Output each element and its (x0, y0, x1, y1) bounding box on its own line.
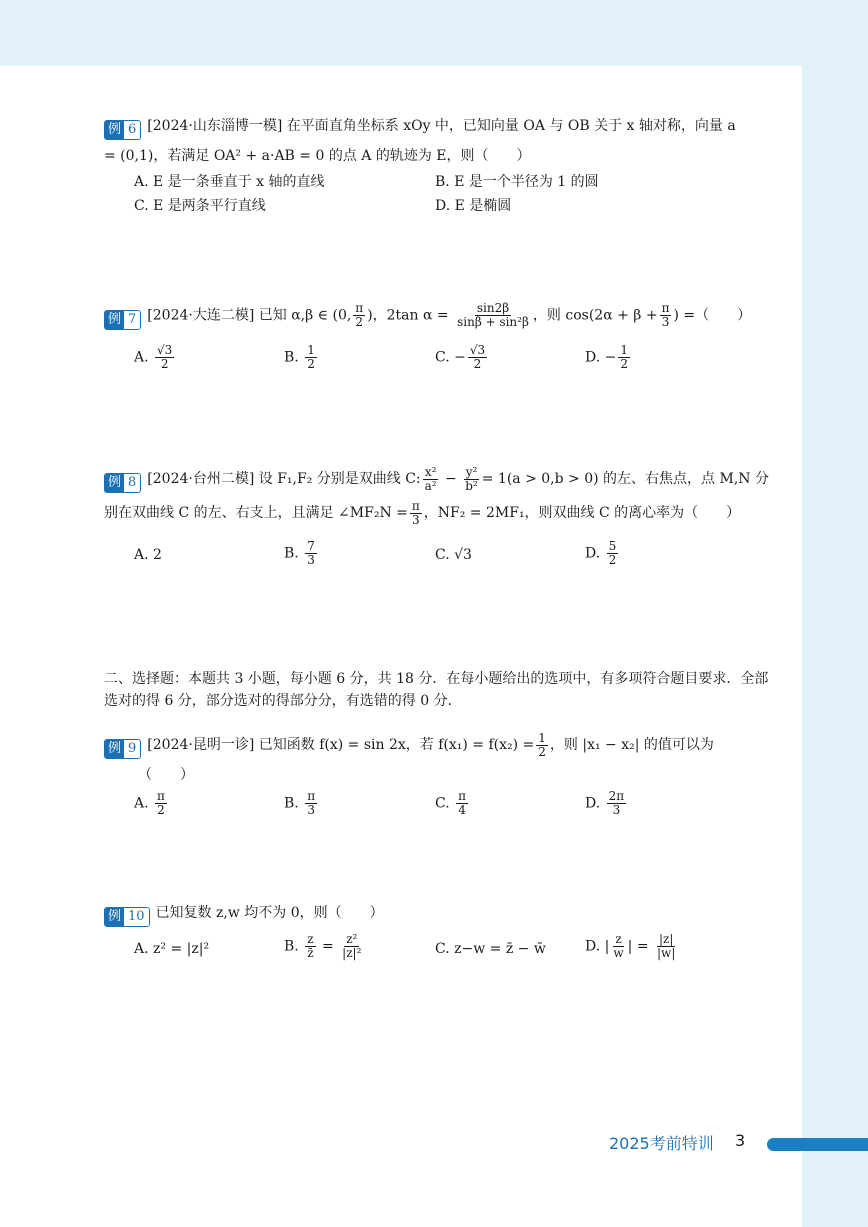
opt-frac-1 (611, 933, 625, 960)
opt-label: C. (435, 349, 450, 366)
frac-den: 2 (473, 357, 482, 371)
q6-option-d[interactable]: D. E 是椭圆 (435, 198, 512, 214)
q10-option-b[interactable] (284, 933, 365, 960)
frac-den: 2 (538, 744, 546, 759)
opt-frac-2 (655, 933, 677, 960)
frac-den: 3 (612, 803, 621, 817)
opt-label: D. (585, 938, 601, 955)
tag-number: 7 (124, 311, 140, 329)
frac-den: 2 (355, 315, 364, 329)
footer-title: 2025考前特训 (609, 1134, 714, 1153)
frac-den: 2 (608, 553, 617, 567)
frac-num: x² (424, 464, 437, 479)
tag-number: 6 (124, 121, 140, 139)
q8-frac-y (463, 466, 480, 493)
frac-num: π (355, 301, 364, 315)
frac-num: 1 (307, 343, 315, 357)
frac-num: |z| (658, 932, 674, 946)
frac-den: 3 (307, 803, 315, 817)
frac-den: 2 (620, 357, 629, 371)
q6-line1 (104, 116, 774, 140)
frac-num: 2π (608, 789, 625, 803)
frac-num: y² (465, 464, 478, 479)
q9-text-1a: [2024·昆明一诊] 已知函数 f(x) = sin 2x，若 f(x₁) = f(x₂) = (147, 737, 535, 753)
opt-label: A. (134, 349, 149, 366)
frac-num: 1 (538, 730, 546, 745)
q10-option-a[interactable]: A. z² = |z|² (134, 941, 210, 957)
q9-option-c[interactable] (435, 790, 470, 817)
example-tag (104, 907, 150, 927)
frac-num: π (661, 301, 670, 315)
q7-frac-pi2 (353, 302, 365, 329)
opt-label: B. (284, 938, 299, 955)
opt-label: D. (585, 545, 601, 562)
opt-frac (305, 344, 317, 371)
opt-frac (456, 790, 468, 817)
frac-num: 1 (620, 343, 629, 357)
opt-label: A. 2 (134, 547, 162, 563)
tag-word: 例 (105, 740, 124, 758)
opt-eq: = (636, 938, 649, 955)
opt-frac (155, 344, 174, 371)
question-6 (104, 116, 774, 166)
q8-frac-pi3 (410, 500, 422, 527)
opt-frac (155, 790, 167, 817)
opt-eq: = (321, 938, 334, 955)
q8-text-1a: [2024·台州二模] 设 F₁,F₂ 分别是双曲线 C: (147, 471, 421, 487)
frac-den: 2 (307, 357, 315, 371)
example-tag (104, 310, 141, 330)
frac-num: π (458, 789, 467, 803)
frac-num: z (615, 932, 622, 946)
q10-option-d[interactable]: D. | $\frac{z}{w}$ | = $\frac{|z|}{|w|}$ (585, 932, 676, 960)
opt-frac (468, 344, 487, 371)
frac-num: √3 (469, 343, 486, 357)
q9-line1 (104, 730, 774, 760)
q6-option-b[interactable]: B. E 是一个半径为 1 的圆 (435, 174, 599, 190)
q6-text-line2: = (0,1)，若满足 OA² + a·AB = 0 的点 A 的轨迹为 E，则（ ） (104, 148, 531, 164)
q8-option-c[interactable] (435, 547, 472, 563)
frac-den: |z|² (342, 946, 362, 960)
tag-number: 8 (124, 474, 140, 492)
q7-text-c: ，则 cos(2α + β + (532, 307, 658, 324)
opt-label: B. (284, 795, 299, 812)
q9-option-a[interactable] (134, 790, 169, 817)
opt-frac (305, 790, 317, 817)
frac-num: √3 (157, 343, 173, 357)
q6-option-c[interactable]: C. E 是两条平行直线 (134, 198, 266, 214)
frac-den: b² (465, 478, 478, 493)
opt-label: C. (435, 795, 450, 812)
q7-frac-pi3 (660, 302, 672, 329)
tag-word: 例 (105, 311, 124, 329)
frac-num: z (307, 932, 314, 946)
opt-sign: − (604, 349, 617, 366)
q8-option-a[interactable] (134, 547, 162, 563)
tag-word: 例 (105, 474, 124, 492)
q9-text-line2: （ ） (138, 767, 194, 783)
opt-frac-1 (305, 933, 315, 960)
q9-option-d[interactable] (585, 790, 628, 817)
q10-text: 已知复数 z,w 均不为 0，则（ ） (155, 905, 384, 921)
q7-option-d[interactable] (585, 344, 632, 371)
question-8 (104, 462, 774, 530)
opt-frac-2 (340, 933, 363, 960)
opt-label: A. (134, 795, 149, 812)
frac-den: 3 (412, 512, 420, 527)
q7-option-c[interactable] (435, 344, 489, 371)
q7-option-b[interactable] (284, 344, 319, 371)
frac-den: 2 (160, 357, 169, 371)
opt-sign: − (454, 349, 466, 366)
q6-text-line1: [2024·山东淄博一模] 在平面直角坐标系 xOy 中，已知向量 OA 与 OB 关于 x 轴对称，向量 a (147, 118, 736, 134)
section-2-heading: 二、选择题：本题共 3 小题，每小题 6 分，共 18 分．在每小题给出的选项中，有多项符合题目要求．全部选对的得 6 分，部分选对的得部分分，有选错的得 0 分． (104, 671, 769, 709)
q8-text-1b: = 1(a > 0,b > 0) 的左、右焦点，点 M,N 分 (481, 471, 769, 487)
footer-accent-bar (767, 1138, 868, 1151)
frac-num: sin2β (476, 301, 510, 315)
opt-frac (305, 540, 317, 567)
frac-den: 2 (157, 803, 165, 817)
frac-num: π (157, 789, 165, 803)
q8-frac-x (423, 466, 439, 493)
q8-line1: 例 8 [2024·台州二模] 设 F₁,F₂ 分别是双曲线 C: $\frac{\text{x²}}{\text{a²}}$ − $\frac{\text{y²}}{\text{b²}}$ = 1(a > 0,b > 0) 的左、右焦点，点 M,N 分 (104, 462, 774, 496)
q7-text-a: 已知 α,β ∈ (0, (258, 307, 352, 324)
tag-word: 例 (105, 908, 124, 926)
q8-option-b[interactable] (284, 540, 319, 567)
q6-option-a[interactable]: A. E 是一条垂直于 x 轴的直线 (134, 174, 325, 190)
frac-den: 3 (307, 553, 315, 567)
question-10 (104, 903, 774, 927)
q7-text-d: ) =（ ） (673, 307, 752, 324)
q7-text-b: )，2tan α = (367, 307, 449, 324)
frac-den: z̄ (307, 946, 314, 960)
question-9 (104, 730, 774, 790)
q8-text-2b: ，NF₂ = 2MF₁，则双曲线 C 的离心率为（ ） (423, 505, 741, 521)
frac-num: π (307, 789, 316, 803)
page-number: 3 (735, 1131, 746, 1150)
opt-frac (607, 540, 619, 567)
frac-den: 4 (458, 803, 466, 817)
q8-line2 (104, 496, 774, 530)
frac-num: z² (346, 932, 358, 946)
opt-label: D. (585, 349, 601, 366)
q9-frac-half (536, 732, 548, 759)
q7-option-a[interactable] (134, 344, 176, 371)
opt-label: D. (585, 795, 601, 812)
frac-den: |w| (657, 946, 676, 960)
q8-option-d[interactable] (585, 540, 620, 567)
q9-text-1b: ，则 |x₁ − x₂| 的值可以为 (549, 737, 714, 753)
tag-word: 例 (105, 121, 124, 139)
frac-num: π (411, 498, 420, 513)
q8-text-2a: 别在双曲线 C 的左、右支上，且满足 ∠MF₂N = (104, 505, 408, 521)
q10-option-c[interactable]: C. z−w = z̄ − w̄ (435, 941, 546, 957)
tag-number: 10 (124, 908, 149, 926)
opt-label: C. √3 (435, 547, 472, 563)
example-tag (104, 739, 141, 759)
frac-den: a² (424, 478, 437, 493)
opt-frac (618, 344, 630, 371)
frac-den: sinβ + sin²β (457, 315, 529, 329)
q9-option-b[interactable] (284, 790, 319, 817)
question-7 (104, 302, 774, 330)
frac-num: 7 (307, 539, 315, 553)
q7-frac-main (455, 302, 531, 329)
opt-label: B. (284, 349, 299, 366)
example-tag (104, 120, 141, 140)
opt-frac (607, 790, 627, 817)
opt-label: B. (284, 545, 299, 562)
frac-den: 3 (661, 315, 670, 329)
tag-number: 9 (124, 740, 140, 758)
frac-den: w (613, 946, 624, 960)
example-tag (104, 473, 141, 493)
q7-source: [2024·大连二模] (147, 307, 255, 324)
frac-num: 5 (608, 539, 617, 553)
